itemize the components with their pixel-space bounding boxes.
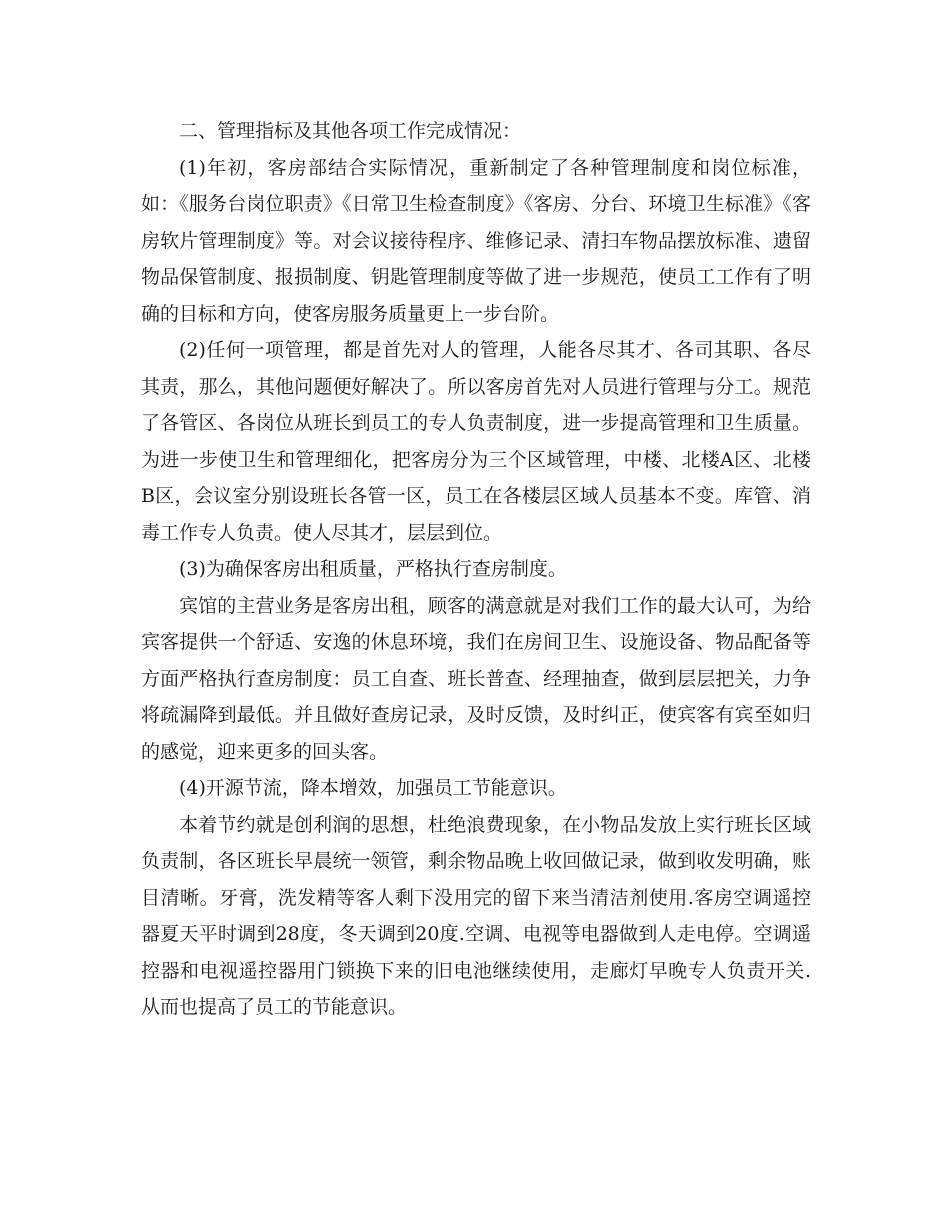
paragraph-item-4-heading: (4)开源节流，降本增效，加强员工节能意识。 bbox=[179, 777, 567, 799]
section-heading: 二、管理指标及其他各项工作完成情况： bbox=[179, 120, 522, 142]
paragraph-item-2: (2)任何一项管理，都是首先对人的管理，人能各尽其才、各司其职、各尽其责，那么，其他问题便好解决了。所以客房首先对人员进行管理与分工。规范了各管区、各岗位从班长到员工的专人负责制度，进一步提高管理和卫生质量。为进一步使卫生和管理细化，把客房分为三个区域管理，中楼、北楼A区、北楼B区，会议室分别设班长各管一区，员工在各楼层区域人员基本不变。库管、消毒工作专人负责。使人尽其才，层层到位。 bbox=[141, 339, 811, 544]
document-body bbox=[141, 113, 811, 1026]
paragraph-item-3-heading: (3)为确保客房出租质量，严格执行查房制度。 bbox=[179, 558, 567, 580]
paragraph-item-3-body: 宾馆的主营业务是客房出租，顾客的满意就是对我们工作的最大认可，为给宾客提供一个舒适、安逸的休息环境，我们在房间卫生、设施设备、物品配备等方面严格执行查房制度：员工自查、班长普查、经理抽查，做到层层把关，力争将疏漏降到最低。并且做好查房记录，及时反馈，及时纠正，使宾客有宾至如归的感觉，迎来更多的回头客。 bbox=[141, 594, 811, 763]
paragraph-item-4-body: 本着节约就是创利润的思想，杜绝浪费现象，在小物品发放上实行班长区域负责制，各区班长早晨统一领管，剩余物品晚上收回做记录，做到收发明确，账目清晰。牙膏，洗发精等客人剩下没用完的留下来当清洁剂使用.客房空调遥控器夏天平时调到28度，冬天调到20度.空调、电视等电器做到人走电停。空调遥控器和电视遥控器用门锁换下来的旧电池继续使用，走廊灯早晚专人负责开关.从而也提高了员工的节能意识。 bbox=[141, 813, 811, 1018]
paragraph-item-1: (1)年初，客房部结合实际情况，重新制定了各种管理制度和岗位标准，如：《服务台岗位职责》《日常卫生检查制度》《客房、分台、环境卫生标准》《客房软片管理制度》等。对会议接待程序、维修记录、清扫车物品摆放标准、遗留物品保管制度、报损制度、钥匙管理制度等做了进一步规范，使员工工作有了明确的目标和方向，使客房服务质量更上一步台阶。 bbox=[141, 156, 811, 325]
